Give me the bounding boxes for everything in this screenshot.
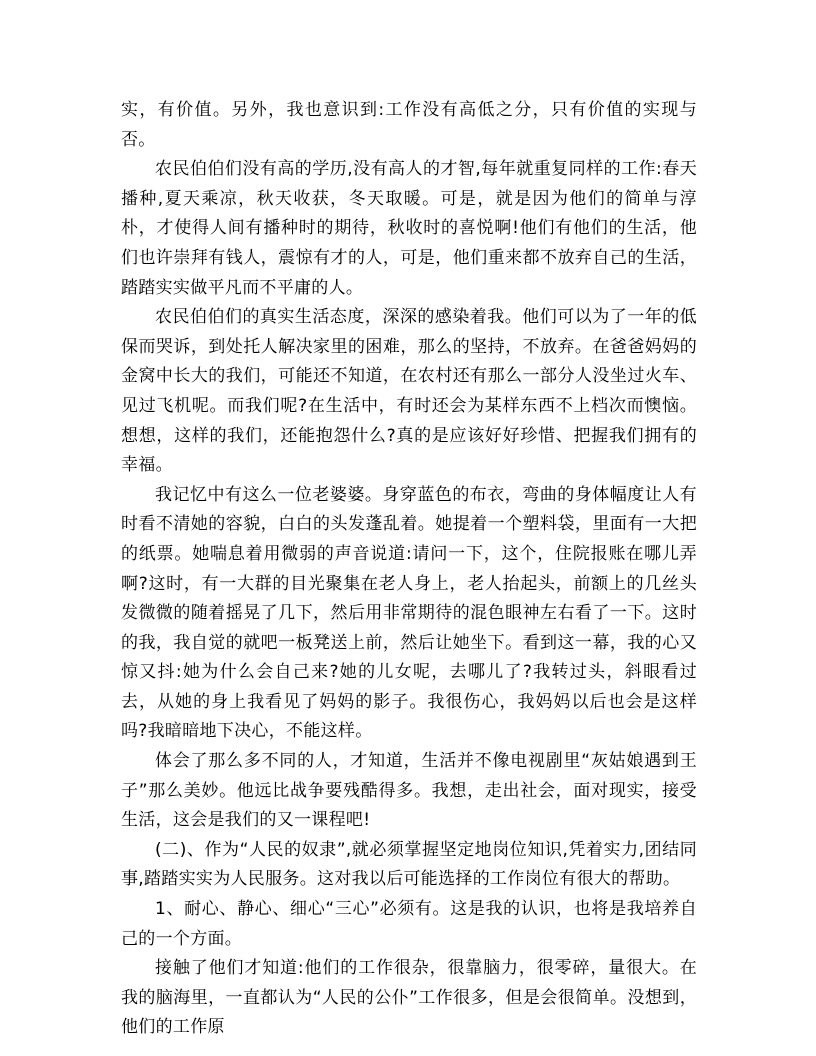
paragraph-their-work: 接触了他们才知道:他们的工作很杂，很靠脑力，很零碎，量很大。在我的脑海里，一直都认为“人民的公仆”工作很多，但是会很简单。没想到，他们的工作原 bbox=[121, 958, 697, 1038]
paragraph-old-woman: 我记忆中有这么一位老婆婆。身穿蓝色的布衣，弯曲的身体幅度让人有时看不清她的容貌，白白的头发蓬乱着。她提着一个塑料袋，里面有一大把的纸票。她喘息着用微弱的声音说道:请问一下，这个，住院报账在哪儿弄啊?这时，有一大群的目光聚集在老人身上，老人抬起头，前额上的几丝头发微微的随着摇晃了几下，然后用非常期待的混色眼神左右看了一下。这时的我，我自觉的就吧一板凳送上前，然后让她坐下。看到这一幕，我的心又惊又抖:她为什么会自己来?她的儿女呢，去哪儿了?我转过头，斜眼看过去，从她的身上我看见了妈妈的影子。我很伤心，我妈妈以后也会是这样吗?我暗暗地下决心，不能这样。 bbox=[121, 484, 697, 742]
document-body bbox=[121, 96, 697, 1043]
paragraph-continuation: 实，有价值。另外，我也意识到:工作没有高低之分，只有价值的实现与否。 bbox=[121, 100, 697, 150]
paragraph-life-reflection: 体会了那么多不同的人，才知道，生活并不像电视剧里“灰姑娘遇到王子”那么美妙。他远比战争要残酷得多。我想，走出社会，面对现实，接受生活，这会是我们的又一课程吧! bbox=[121, 751, 697, 831]
paragraph-farmers-work: 农民伯伯们没有高的学历,没有高人的才智,每年就重复同样的工作:春天播种,夏天乘凉，秋天收获，冬天取暖。可是，就是因为他们的简单与淳朴，才使得人间有播种时的期待，秋收时的喜悦啊!他们有他们的生活，他们也许崇拜有钱人，震惊有才的人，可是，他们重来都不放弃自己的生活，踏踏实实做平凡而不平庸的人。 bbox=[121, 159, 697, 298]
paragraph-three-hearts: 1、耐心、静心、细心“三心”必须有。这是我的认识，也将是我培养自己的一个方面。 bbox=[121, 899, 697, 949]
paragraph-farmers-attitude: 农民伯伯们的真实生活态度，深深的感染着我。他们可以为了一年的低保而哭诉，到处托人解决家里的困难，那么的坚持，不放弃。在爸爸妈妈的金窝中长大的我们，可能还不知道，在农村还有那么一部分人没坐过火车、见过飞机呢。而我们呢?在生活中，有时还会为某样东西不上档次而懊恼。想想，这样的我们，还能抱怨什么?真的是应该好好珍惜、把握我们拥有的幸福。 bbox=[121, 307, 697, 476]
paragraph-section-two: (二)、作为“人民的奴隶”,就必须掌握坚定地岗位知识,凭着实力,团结同事,踏踏实实为人民服务。这对我以后可能选择的工作岗位有很大的帮助。 bbox=[121, 839, 697, 890]
